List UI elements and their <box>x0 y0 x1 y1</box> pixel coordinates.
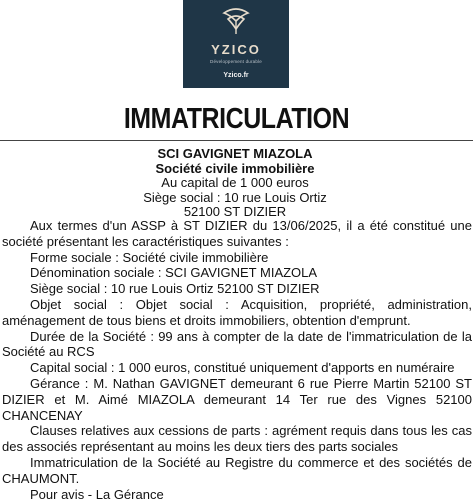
logo-name: YZICO <box>211 42 261 57</box>
company-header <box>90 147 380 220</box>
notice-title: IMMATRICULATION <box>123 103 350 135</box>
logo-url: Yzico.fr <box>223 72 249 79</box>
paragraph-capital: Capital social : 1 000 euros, constitué uniquement d'apports en numéraire <box>30 360 455 376</box>
paragraph-legal-form: Forme sociale : Société civile immobilière <box>30 249 269 265</box>
paragraph-registration: Immatriculation de la Société au Registre du commerce et des sociétés de CHAUMONT. <box>2 454 472 486</box>
paragraph-company-name: Dénomination sociale : SCI GAVIGNET MIAZOLA <box>30 265 318 281</box>
company-address-line1: Siège social : 10 rue Louis Ortiz <box>143 189 327 205</box>
paragraph-purpose: Objet social : Objet social : Acquisition, propriété, administration, aménagement de tous biens et droits immobiliers, obtention d'emprunt. <box>2 296 472 328</box>
yzico-leaf-logo-icon <box>220 7 252 35</box>
company-type: Société civile immobilière <box>155 160 315 176</box>
notice-body <box>2 218 472 502</box>
paragraph-management: Gérance : M. Nathan GAVIGNET demeurant 6 rue Pierre Martin 52100 ST DIZIER et M. Aimé MIAZOLA demeurant 14 Ter rue des Vignes 52100 CHANCENAY <box>2 375 472 423</box>
logo-tagline: Développement durable <box>210 59 262 64</box>
paragraph-share-transfer: Clauses relatives aux cessions de parts : agrément requis dans tous les cas des associés représentant au moins les deux tiers des parts sociales <box>2 423 472 455</box>
paragraph-intro: Aux termes d'un ASSP à ST DIZIER du 13/06/2025, il a été constitué une société présentant les caractéristiques suivantes : <box>2 218 472 249</box>
paragraph-signature: Pour avis - La Gérance <box>30 486 164 502</box>
company-name: SCI GAVIGNET MIAZOLA <box>157 146 313 161</box>
company-address-line2: 52100 ST DIZIER <box>183 204 287 219</box>
title-divider <box>0 140 473 141</box>
paragraph-head-office: Siège social : 10 rue Louis Ortiz 52100 ST DIZIER <box>30 281 320 297</box>
company-capital: Au capital de 1 000 euros <box>161 175 309 190</box>
yzico-logo <box>183 0 289 88</box>
paragraph-duration: Durée de la Société : 99 ans à compter de la date de l'immatriculation de la Société au RCS <box>2 328 472 360</box>
